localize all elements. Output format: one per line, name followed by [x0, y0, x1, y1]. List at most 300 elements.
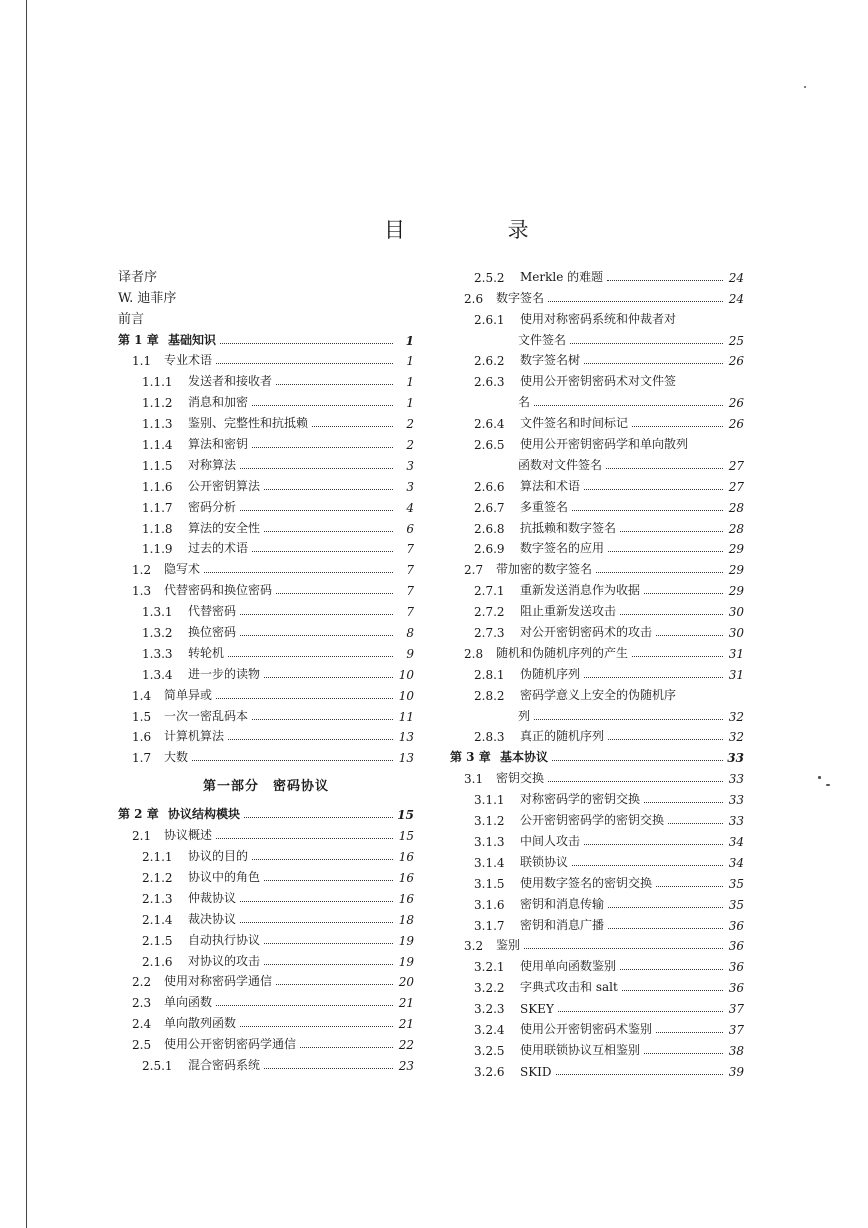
dot-leader — [656, 1032, 723, 1033]
toc-list — [118, 801, 414, 1073]
dot-leader — [656, 635, 723, 636]
toc-entry-number: 2.7.2 — [474, 605, 505, 620]
toc-entry-page: 34 — [728, 834, 744, 849]
dot-leader — [264, 1068, 393, 1069]
toc-entry-title: 使用联锁协议互相鉴别 — [520, 1042, 641, 1057]
toc-entry-title: 使用公开密钥密码术对文件签 — [520, 374, 677, 389]
toc-entry-number: 2.2 — [132, 975, 152, 990]
toc-entry-page: 19 — [398, 954, 414, 969]
dot-leader — [276, 984, 393, 985]
toc-entry-number: 2.6.9 — [474, 542, 505, 557]
toc-entry-number: 2.6.6 — [474, 479, 505, 494]
toc-entry-title: 发送者和接收者 — [188, 374, 273, 389]
dot-leader — [264, 880, 393, 881]
toc-entry-number: 1.1.6 — [142, 479, 173, 494]
dot-leader — [216, 1005, 393, 1006]
toc-entry-page: 33 — [727, 751, 744, 766]
toc-entry-number: 1.1.8 — [142, 521, 173, 536]
toc-entry-page: 8 — [406, 626, 414, 641]
toc-entry — [450, 556, 744, 577]
toc-entry-title: 简单异或 — [164, 687, 213, 702]
toc-entry-number: 3.2 — [464, 939, 484, 954]
toc-entry-title: 大数 — [164, 750, 189, 765]
dot-leader — [570, 343, 723, 344]
toc-entry-title: 专业术语 — [164, 353, 213, 368]
toc-entry-page: 20 — [398, 975, 414, 990]
toc-entry-number: 1.3.2 — [142, 626, 173, 641]
toc-entry-title: 单向散列函数 — [164, 1016, 237, 1031]
dot-leader — [192, 760, 393, 761]
toc-entry-number: 2.5.2 — [474, 270, 505, 285]
toc-entry-title: 密钥交换 — [496, 771, 545, 786]
front-matter — [118, 264, 414, 327]
toc-entry-number: 2.5.1 — [142, 1058, 173, 1073]
toc-entry-title: 鉴别 — [496, 938, 521, 953]
toc-entry-page: 10 — [398, 688, 414, 703]
dot-leader — [204, 572, 393, 573]
toc-entry-title: 带加密的数字签名 — [496, 562, 593, 577]
toc-entry-number: 第 1 章 — [118, 332, 159, 347]
toc-entry-number: 2.1.2 — [142, 870, 173, 885]
toc-entry-title: 隐写术 — [164, 562, 201, 577]
toc-entry-title: 多重签名 — [520, 499, 569, 514]
dot-leader — [312, 426, 393, 427]
toc-entry-number: 2.6.8 — [474, 521, 505, 536]
toc-entry — [450, 598, 744, 619]
toc-entry-title: 消息和加密 — [188, 395, 249, 410]
toc-entry — [450, 285, 744, 306]
toc-entry-page: 36 — [728, 981, 744, 996]
toc-entry-number: 3.2.5 — [474, 1043, 505, 1058]
dot-leader — [252, 447, 393, 448]
dot-leader — [668, 823, 723, 824]
dot-leader — [216, 363, 393, 364]
toc-entry — [118, 801, 414, 822]
toc-entry — [118, 885, 414, 906]
dot-leader — [228, 739, 393, 740]
toc-entry-title: 使用对称密码系统和仲裁者对 — [520, 311, 677, 326]
toc-entry-number: 2.1.3 — [142, 891, 173, 906]
dot-leader — [216, 698, 393, 699]
dot-leader — [632, 656, 723, 657]
toc-entry — [118, 348, 414, 369]
toc-entry — [450, 912, 744, 933]
toc-entry-page: 30 — [728, 605, 744, 620]
toc-entry-number: 3.2.2 — [474, 981, 505, 996]
toc-entry — [118, 969, 414, 990]
dot-leader — [264, 964, 393, 965]
toc-entry-number: 第 2 章 — [118, 807, 159, 822]
toc-entry-number: 1.1 — [132, 354, 152, 369]
toc-entry-number: 1.6 — [132, 730, 152, 745]
toc-entry-page: 9 — [406, 646, 414, 661]
toc-entry-title: 使用单向函数鉴别 — [520, 959, 617, 974]
toc-entry-title: 基本协议 — [500, 750, 549, 765]
toc-entry-page: 39 — [728, 1064, 744, 1079]
toc-entry — [118, 431, 414, 452]
toc-entry-page: 7 — [406, 584, 414, 599]
toc-entry — [450, 264, 744, 285]
toc-entry — [450, 306, 744, 327]
toc-entry-number: 3.2.4 — [474, 1022, 505, 1037]
toc-entry-title: 密钥和消息广播 — [520, 917, 605, 932]
toc-entry-number: 2.6.7 — [474, 500, 505, 515]
toc-entry-number: 1.1.9 — [142, 542, 173, 557]
dot-leader — [276, 593, 393, 594]
dot-leader — [608, 928, 723, 929]
toc-entry-title: 使用公开密钥密码学通信 — [164, 1037, 297, 1052]
part-label: 第一部分 — [202, 778, 259, 794]
toc-entry-page: 7 — [406, 542, 414, 557]
toc-entry — [450, 410, 744, 431]
toc-entry-title: 使用数字签名的密钥交换 — [520, 875, 653, 890]
toc-entry — [450, 327, 744, 348]
toc-entry-page: 2 — [406, 417, 414, 432]
page-title: 目 录 — [384, 218, 577, 242]
toc-entry-page: 35 — [728, 876, 744, 891]
toc-entry-title: 协议的目的 — [188, 849, 249, 864]
toc-entry — [450, 661, 744, 682]
toc-entry-title: 对称密码学的密钥交换 — [520, 792, 641, 807]
toc-entry-number: 3.1 — [464, 772, 484, 787]
toc-entry-title: 文件签名 — [518, 332, 567, 347]
toc-entry-title: 换位密码 — [188, 625, 237, 640]
dot-leader — [240, 468, 393, 469]
toc-entry-number: 1.1.2 — [142, 396, 173, 411]
dot-leader — [552, 760, 723, 761]
toc-entry-number: 2.1.5 — [142, 933, 173, 948]
toc-entry-title: 公开密钥密码学的密钥交换 — [520, 813, 665, 828]
toc-list — [450, 264, 744, 1079]
toc-entry-page: 29 — [728, 542, 744, 557]
toc-entry-page: 36 — [728, 918, 744, 933]
toc-entry — [118, 515, 414, 536]
toc-entry-title: 单向函数 — [164, 995, 213, 1010]
dot-leader — [534, 405, 723, 406]
toc-entry-number: 1.5 — [132, 709, 152, 724]
toc-entry-page: 26 — [728, 396, 744, 411]
toc-entry-page: 28 — [728, 500, 744, 515]
toc-entry — [118, 682, 414, 703]
toc-entry — [118, 556, 414, 577]
toc-entry — [450, 348, 744, 369]
toc-entry — [118, 536, 414, 557]
toc-entry-page: 1 — [405, 333, 414, 348]
toc-entry — [118, 948, 414, 969]
dot-leader — [276, 384, 393, 385]
toc-entry-number: 2.6 — [464, 291, 484, 306]
toc-entry-number: 2.3 — [132, 996, 152, 1011]
toc-entry-title: 鉴别、完整性和抗抵赖 — [188, 416, 309, 431]
toc-entry-title: 抗抵赖和数字签名 — [520, 520, 617, 535]
toc-entry-page: 37 — [728, 1002, 744, 1017]
toc-entry-title: 协议结构模块 — [168, 807, 241, 822]
toc-entry-number: 2.8.1 — [474, 667, 505, 682]
toc-entry — [118, 640, 414, 661]
toc-entry-title: 密钥和消息传输 — [520, 896, 605, 911]
toc-entry-title: 协议中的角色 — [188, 869, 261, 884]
toc-entry-number: 1.1.1 — [142, 375, 173, 390]
toc-entry-page: 21 — [398, 996, 414, 1011]
toc-entry-page: 16 — [398, 891, 414, 906]
toc-entry-page: 33 — [728, 814, 744, 829]
toc-entry-number: 3.2.6 — [474, 1064, 505, 1079]
dot-leader — [240, 614, 393, 615]
toc-entry-number: 3.1.4 — [474, 855, 505, 870]
toc-entry — [118, 906, 414, 927]
dot-leader — [300, 1047, 393, 1048]
dot-leader — [584, 677, 723, 678]
toc-entry — [450, 1058, 744, 1079]
front-matter-item — [118, 285, 414, 306]
toc-entry-page: 24 — [728, 270, 744, 285]
dot-leader — [240, 510, 393, 511]
toc-entry-page: 2 — [406, 438, 414, 453]
toc-entry-page: 34 — [728, 855, 744, 870]
toc-entry-page: 33 — [728, 793, 744, 808]
toc-entry-number: 2.1.1 — [142, 850, 173, 865]
dot-leader — [644, 593, 723, 594]
toc-entry — [450, 974, 744, 995]
toc-entry-title: 公开密钥算法 — [188, 478, 261, 493]
toc-entry-page: 37 — [728, 1022, 744, 1037]
toc-entry-number: 2.6.5 — [474, 438, 505, 453]
toc-entry-title: 裁决协议 — [188, 911, 237, 926]
dot-leader — [572, 510, 723, 511]
dot-leader — [584, 489, 723, 490]
toc-entry-title: Merkle 的难题 — [520, 269, 604, 284]
toc-entry-page: 23 — [398, 1058, 414, 1073]
toc-right-column — [450, 264, 744, 1079]
toc-entry-page: 27 — [728, 458, 744, 473]
toc-entry — [450, 640, 744, 661]
dot-leader — [608, 551, 723, 552]
toc-entry-title: 中间人攻击 — [520, 833, 581, 848]
dot-leader — [607, 280, 723, 281]
toc-entry-number: 1.3.1 — [142, 605, 173, 620]
toc-entry-number: 1.2 — [132, 563, 152, 578]
toc-entry-page: 19 — [398, 933, 414, 948]
dot-leader — [632, 426, 723, 427]
toc-entry-number: 1.3.4 — [142, 667, 173, 682]
toc-entry-title: 重新发送消息作为收据 — [520, 583, 641, 598]
toc-entry-page: 10 — [398, 667, 414, 682]
toc-entry — [450, 1037, 744, 1058]
scan-speck — [826, 784, 830, 786]
toc-entry-title: 联锁协议 — [520, 854, 569, 869]
toc-entry — [450, 849, 744, 870]
dot-leader — [244, 817, 393, 818]
toc-entry — [118, 843, 414, 864]
part-heading — [118, 765, 414, 801]
toc-entry-page: 22 — [398, 1038, 414, 1053]
toc-entry-number: 2.1 — [132, 829, 152, 844]
toc-entry-number: 1.3 — [132, 584, 152, 599]
dot-leader — [548, 301, 723, 302]
toc-entry-number: 2.4 — [132, 1017, 152, 1032]
toc-entry-page: 3 — [406, 479, 414, 494]
dot-leader — [558, 1011, 723, 1012]
toc-entry-page: 16 — [398, 870, 414, 885]
toc-entry-page: 25 — [728, 333, 744, 348]
toc-entry-number: 3.1.2 — [474, 814, 505, 829]
dot-leader — [228, 656, 393, 657]
toc-entry-title: 混合密码系统 — [188, 1057, 261, 1072]
toc-entry — [118, 452, 414, 473]
toc-entry-number: 2.7 — [464, 563, 484, 578]
toc-entry-page: 1 — [406, 375, 414, 390]
dot-leader — [584, 363, 723, 364]
toc-entry-title: 代替密码和换位密码 — [164, 583, 273, 598]
dot-leader — [252, 551, 393, 552]
toc-entry-page: 11 — [398, 709, 414, 724]
dot-leader — [644, 1053, 723, 1054]
toc-entry-page: 1 — [406, 396, 414, 411]
dot-leader — [572, 865, 723, 866]
toc-entry-number: 3.1.7 — [474, 918, 505, 933]
toc-entry — [118, 619, 414, 640]
toc-entry-title: 数字签名树 — [520, 353, 581, 368]
toc-entry — [450, 807, 744, 828]
dot-leader — [556, 1074, 723, 1075]
toc-entry-page: 28 — [728, 521, 744, 536]
toc-entry-title: SKID — [520, 1064, 552, 1079]
toc-entry-title: 一次一密乱码本 — [164, 708, 249, 723]
toc-entry-page: 36 — [728, 960, 744, 975]
toc-entry-number: 3.1.6 — [474, 897, 505, 912]
toc-entry-title: 真正的随机序列 — [520, 729, 605, 744]
toc-entry — [118, 661, 414, 682]
toc-entry-number: 2.6.2 — [474, 354, 505, 369]
toc-entry-title: 过去的术语 — [188, 541, 249, 556]
toc-entry-title: 列 — [518, 708, 531, 723]
toc-entry — [450, 452, 744, 473]
dot-leader — [252, 405, 393, 406]
toc-entry-number: 2.6.4 — [474, 417, 505, 432]
toc-entry — [450, 933, 744, 954]
dot-leader — [584, 844, 723, 845]
toc-entry-title: 自动执行协议 — [188, 932, 261, 947]
toc-entry — [450, 536, 744, 557]
dot-leader — [620, 969, 723, 970]
toc-entry — [450, 682, 744, 703]
scan-speck — [804, 86, 806, 88]
toc-entry-page: 7 — [406, 605, 414, 620]
toc-entry-number: 2.8 — [464, 646, 484, 661]
toc-entry-number: 1.1.3 — [142, 417, 173, 432]
dot-leader — [216, 838, 393, 839]
toc-left-column — [118, 264, 414, 1073]
front-matter-item — [118, 306, 414, 327]
toc-entry — [118, 822, 414, 843]
toc-entry-page: 26 — [728, 354, 744, 369]
toc-entry — [450, 765, 744, 786]
toc-entry-title: 随机和伪随机序列的产生 — [496, 645, 629, 660]
toc-entry — [118, 1010, 414, 1031]
toc-entry-title: 函数对文件签名 — [518, 457, 603, 472]
toc-entry — [450, 995, 744, 1016]
part-title: 密码协议 — [273, 778, 330, 794]
toc-entry-title: 阻止重新发送攻击 — [520, 604, 617, 619]
dot-leader — [264, 943, 393, 944]
toc-entry — [118, 1031, 414, 1052]
toc-entry-page: 26 — [728, 417, 744, 432]
page-margin-line — [26, 0, 27, 1228]
toc-entry-title: 使用公开密钥密码学和单向散列 — [520, 437, 689, 452]
toc-entry — [450, 389, 744, 410]
toc-entry-number: 2.1.6 — [142, 954, 173, 969]
toc-entry — [118, 927, 414, 948]
toc-entry-title: 数字签名的应用 — [520, 541, 605, 556]
front-matter-item — [118, 264, 414, 285]
toc-entry-page: 16 — [398, 850, 414, 865]
toc-entry-title: 字典式攻击和 salt — [520, 980, 618, 995]
toc-entry-number: 1.4 — [132, 688, 152, 703]
toc-entry — [118, 598, 414, 619]
dot-leader — [620, 614, 723, 615]
dot-leader — [220, 343, 393, 344]
front-matter-title: 译者序 — [118, 269, 158, 285]
toc-entry-title: 使用公开密钥密码术鉴别 — [520, 1021, 653, 1036]
toc-entry-title: 密码分析 — [188, 499, 237, 514]
toc-entry — [450, 515, 744, 536]
toc-entry-number: 3.1.5 — [474, 876, 505, 891]
toc-entry-title: 名 — [518, 395, 531, 410]
dot-leader — [608, 907, 723, 908]
dot-leader — [264, 531, 393, 532]
toc-entry — [118, 494, 414, 515]
toc-entry-title: 仲裁协议 — [188, 890, 237, 905]
toc-entry-title: 进一步的读物 — [188, 666, 261, 681]
toc-entry-number: 2.5 — [132, 1038, 152, 1053]
toc-entry-page: 31 — [728, 667, 744, 682]
dot-leader — [534, 719, 723, 720]
toc-entry — [450, 431, 744, 452]
toc-entry-number: 2.7.3 — [474, 626, 505, 641]
toc-entry-page: 29 — [728, 563, 744, 578]
toc-entry-page: 29 — [728, 584, 744, 599]
dot-leader — [548, 781, 723, 782]
toc-entry-number: 2.6.3 — [474, 375, 505, 390]
dot-leader — [608, 739, 723, 740]
toc-entry-number: 1.1.4 — [142, 438, 173, 453]
toc-entry-page: 24 — [728, 291, 744, 306]
dot-leader — [240, 1026, 393, 1027]
toc-entry — [118, 744, 414, 765]
dot-leader — [264, 677, 393, 678]
toc-entry-title: SKEY — [520, 1002, 554, 1017]
toc-entry-number: 3.2.3 — [474, 1002, 505, 1017]
dot-leader — [606, 468, 723, 469]
toc-entry — [118, 989, 414, 1010]
toc-entry-title: 对公开密钥密码术的攻击 — [520, 625, 653, 640]
toc-entry-number: 1.7 — [132, 751, 152, 766]
toc-entry-page: 27 — [728, 479, 744, 494]
toc-entry-page: 6 — [406, 521, 414, 536]
toc-entry — [118, 864, 414, 885]
toc-entry-page: 33 — [728, 772, 744, 787]
toc-entry-number: 2.8.2 — [474, 688, 505, 703]
toc-entry — [118, 368, 414, 389]
toc-entry-title: 基础知识 — [168, 332, 217, 347]
toc-entry — [118, 703, 414, 724]
dot-leader — [240, 635, 393, 636]
toc-entry — [118, 1052, 414, 1073]
toc-entry-title: 文件签名和时间标记 — [520, 416, 629, 431]
toc-entry — [450, 744, 744, 765]
toc-entry — [450, 473, 744, 494]
toc-entry — [450, 828, 744, 849]
